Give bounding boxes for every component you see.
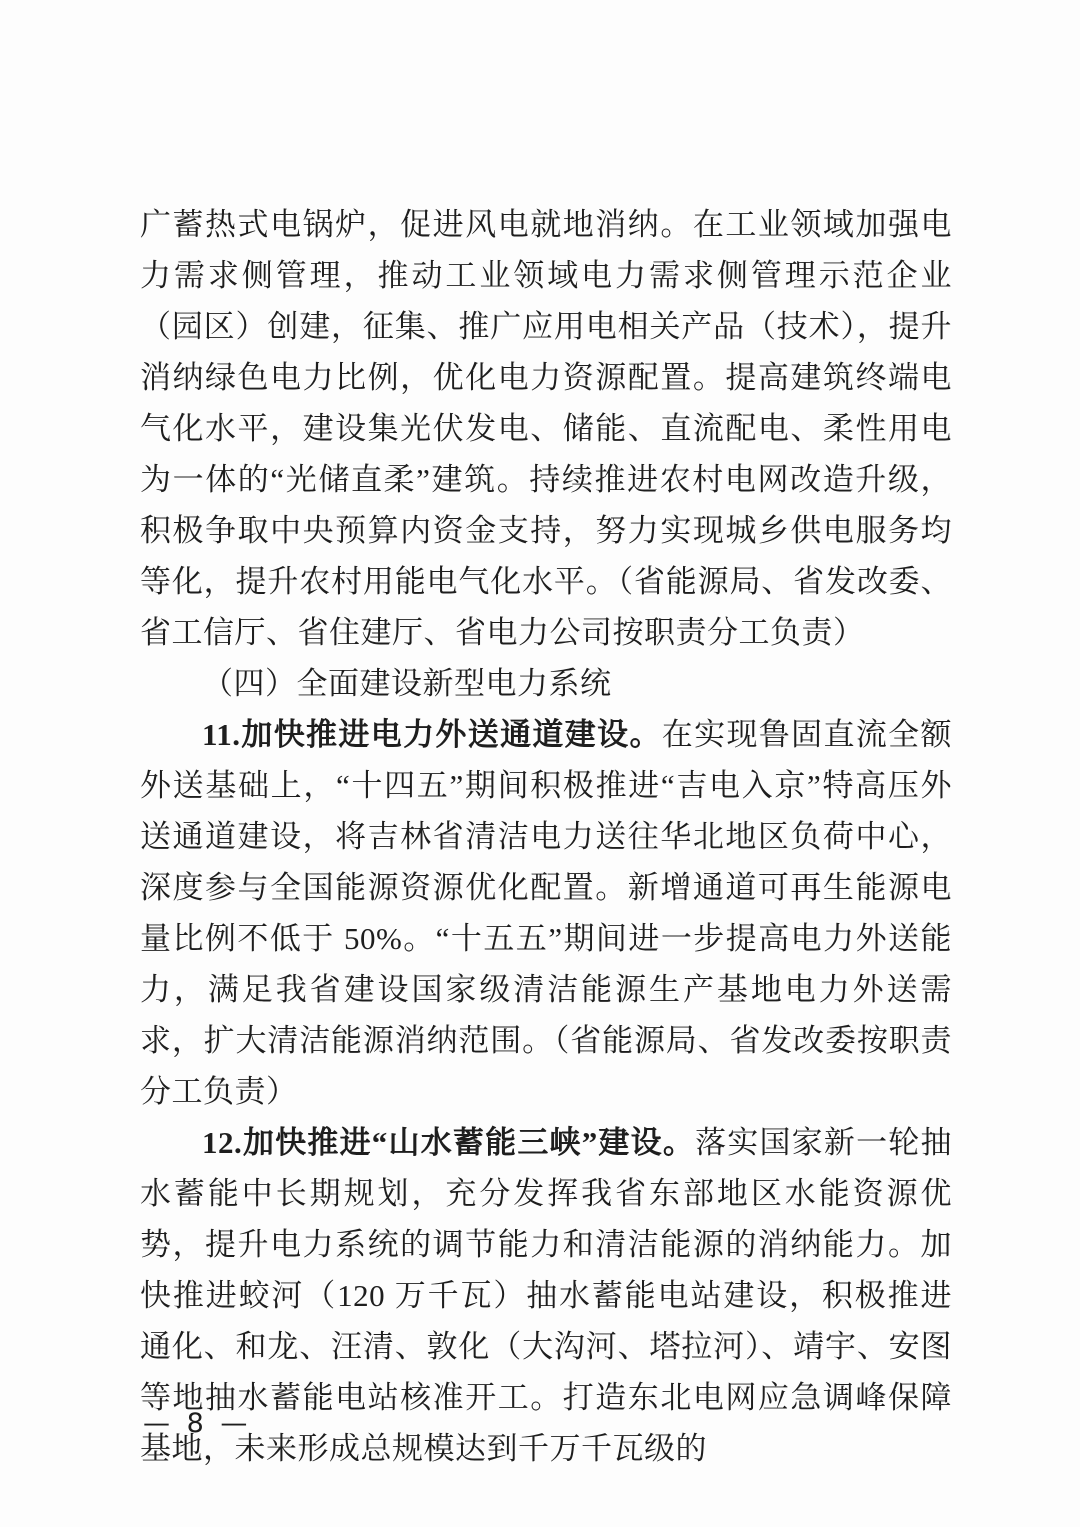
paragraph-item-11 <box>140 709 952 1117</box>
item-11-text: 在实现鲁固直流全额外送基础上，“十四五”期间积极推进“吉电入京”特高压外送通道建设，将吉林省清洁电力送往华北地区负荷中心，深度参与全国能源资源优化配置。新增通道可再生能源电量比例不低于 50%。“十五五”期间进一步提高电力外送能力，满足我省建设国家级清洁能源生产基地电力外送需求，扩大清洁能源消纳范围。（省能源局、省发改委按职责分工负责） <box>140 717 952 1109</box>
document-body <box>140 199 952 1474</box>
item-11-title: 11.加快推进电力外送通道建设。 <box>202 717 662 752</box>
paragraph-text: 广蓄热式电锅炉，促进风电就地消纳。在工业领域加强电力需求侧管理，推动工业领域电力需求侧管理示范企业（园区）创建，征集、推广应用电相关产品（技术），提升消纳绿色电力比例，优化电力资源配置。提高建筑终端电气化水平，建设集光伏发电、储能、直流配电、柔性用电为一体的“光储直柔”建筑。持续推进农村电网改造升级，积极争取中央预算内资金支持，努力实现城乡供电服务均等化，提升农村用能电气化水平。（省能源局、省发改委、省工信厅、省住建厅、省电力公司按职责分工负责） <box>140 207 952 650</box>
item-12-title: 12.加快推进“山水蓄能三峡”建设。 <box>202 1125 696 1160</box>
paragraph-continued <box>140 199 952 658</box>
item-12-text: 落实国家新一轮抽水蓄能中长期规划，充分发挥我省东部地区水能资源优势，提升电力系统的调节能力和清洁能源的消纳能力。加快推进蛟河（120 万千瓦）抽水蓄能电站建设，积极推进通化、和龙、汪清、敦化（大沟河、塔拉河）、靖宇、安图等地抽水蓄能电站核准开工。打造东北电网应急调峰保障基地，未来形成总规模达到千万千瓦级的 <box>140 1125 953 1466</box>
paragraph-item-12 <box>140 1117 952 1474</box>
section-heading <box>140 658 952 709</box>
section-heading-text: （四）全面建设新型电力系统 <box>202 666 612 701</box>
page-number: — 8 — <box>143 1408 252 1439</box>
